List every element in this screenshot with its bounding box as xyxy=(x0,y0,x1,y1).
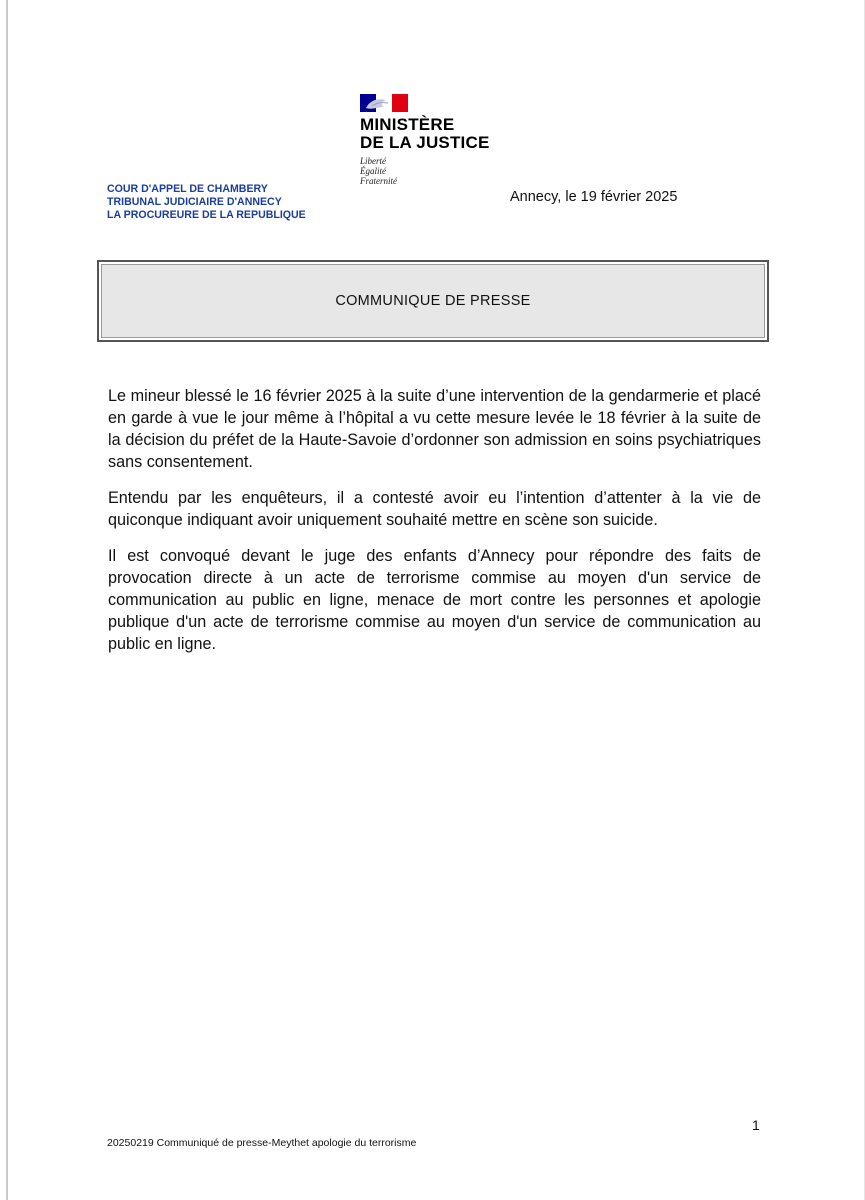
page-number: 1 xyxy=(752,1117,760,1133)
dateline: Annecy, le 19 février 2025 xyxy=(510,189,678,205)
document-title: COMMUNIQUE DE PRESSE xyxy=(335,293,531,309)
motto-liberte: Liberté xyxy=(360,156,386,166)
motto-egalite: Égalité xyxy=(360,166,386,176)
page-left-edge xyxy=(6,0,8,1200)
court-header-line2: TRIBUNAL JUDICIAIRE D'ANNECY xyxy=(107,196,282,208)
footer: 20250219 Communiqué de presse-Meythet apologie du terrorisme xyxy=(107,1137,417,1149)
title-box xyxy=(97,260,769,342)
body-text xyxy=(108,385,761,669)
paragraph-3: Il est convoqué devant le juge des enfants d’Annecy pour répondre des faits de provocation directe à un acte de terrorisme commise au moyen d'un service de communication au public en ligne, menace de mort contre les personnes et apologie publique d'un acte de terrorisme commise au moyen d'un service de communication au public en ligne. xyxy=(108,547,761,653)
court-header-line3: LA PROCUREURE DE LA REPUBLIQUE xyxy=(107,209,306,221)
ministry-name-line2: DE LA JUSTICE xyxy=(360,133,490,152)
paragraph-2: Entendu par les enquêteurs, il a contesté avoir eu l’intention d’attenter à la vie de quiconque indiquant avoir uniquement souhaité mettre en scène son suicide. xyxy=(108,489,761,529)
court-header xyxy=(107,183,306,222)
ministry-name-line1: MINISTÈRE xyxy=(360,115,455,134)
paragraph-1: Le mineur blessé le 16 février 2025 à la suite d’une intervention de la gendarmerie et placé en garde à vue le jour même à l’hôpital a vu cette mesure levée le 18 février à la suite de la décision du préfet de la Haute-Savoie d’ordonner son admission en soins psychiatriques sans consentement. xyxy=(108,387,761,471)
republic-motto xyxy=(360,156,397,186)
ministry-name xyxy=(360,116,490,152)
marianne-icon xyxy=(360,94,408,112)
court-header-line1: COUR D'APPEL DE CHAMBERY xyxy=(107,183,268,195)
motto-fraternite: Fraternité xyxy=(360,176,397,186)
